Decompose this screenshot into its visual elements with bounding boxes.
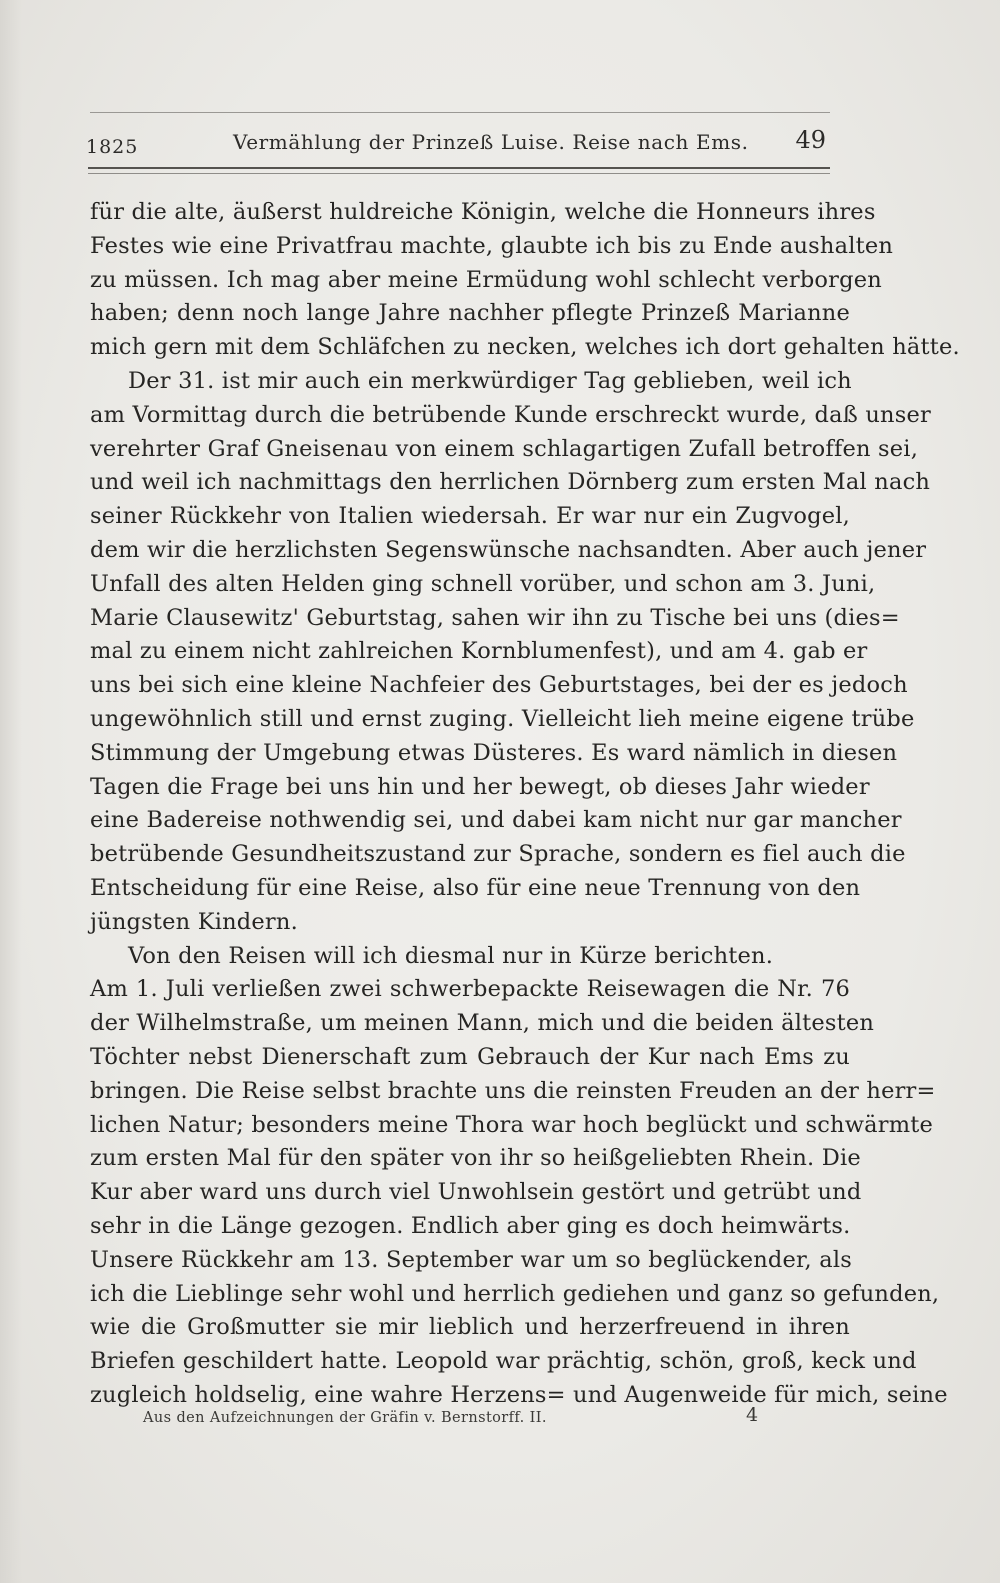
- text-line: Kur aber ward uns durch viel Unwohlsein gestört und getrübt und: [90, 1179, 862, 1206]
- text-line: sehr in die Länge gezogen. Endlich aber ging es doch heimwärts.: [90, 1212, 851, 1239]
- signature-mark: 4: [746, 1404, 759, 1426]
- header-title: Vermählung der Prinzeß Luise. Reise nach Ems.: [233, 130, 749, 154]
- text-line: mal zu einem nicht zahlreichen Kornblumenfest), und am 4. gab er: [90, 638, 868, 665]
- header-year: 1825: [86, 136, 139, 158]
- text-line: Briefen geschildert hatte. Leopold war prächtig, schön, groß, keck und: [90, 1348, 917, 1375]
- text-line: betrübende Gesundheitszustand zur Sprache, sondern es fiel auch die: [90, 841, 906, 868]
- text-line: dem wir die herzlichsten Segenswünsche nachsandten. Aber auch jener: [90, 536, 927, 563]
- text-line: ich die Lieblinge sehr wohl und herrlich gediehen und ganz so gefunden,: [90, 1280, 940, 1307]
- text-line: Am 1. Juli verließen zwei schwerbepackte Reisewagen die Nr. 76: [90, 976, 850, 1003]
- page-edge-shadow: [0, 0, 22, 1583]
- text-line: bringen. Die Reise selbst brachte uns die reinsten Freuden an der herr=: [90, 1077, 936, 1104]
- text-line: Der 31. ist mir auch ein merkwürdiger Tag geblieben, weil ich: [128, 367, 852, 394]
- header-rule: [88, 167, 830, 169]
- text-line: seiner Rückkehr von Italien wiedersah. Er war nur ein Zugvogel,: [90, 503, 850, 530]
- text-line: Entscheidung für eine Reise, also für eine neue Trennung von den: [90, 874, 861, 901]
- text-line: Von den Reisen will ich diesmal nur in Kürze berichten.: [128, 942, 774, 969]
- text-line: wie die Großmutter sie mir lieblich und herzerfreuend in ihren: [90, 1314, 850, 1341]
- text-line: uns bei sich eine kleine Nachfeier des Geburtstages, bei der es jedoch: [90, 672, 908, 699]
- top-rule: [90, 112, 830, 113]
- text-line: am Vormittag durch die betrübende Kunde erschreckt wurde, daß unser: [90, 401, 931, 428]
- text-line: zugleich holdselig, eine wahre Herzens= und Augenweide für mich, seine: [90, 1381, 948, 1408]
- text-line: und weil ich nachmittags den herrlichen Dörnberg zum ersten Mal nach: [90, 469, 931, 496]
- text-line: der Wilhelmstraße, um meinen Mann, mich und die beiden ältesten: [90, 1010, 875, 1037]
- text-line: eine Badereise nothwendig sei, und dabei kam nicht nur gar mancher: [90, 807, 902, 834]
- text-line: zu müssen. Ich mag aber meine Ermüdung wohl schlecht verborgen: [90, 266, 882, 293]
- text-line: Marie Clausewitz' Geburtstag, sahen wir ihn zu Tische bei uns (dies=: [90, 604, 900, 631]
- text-line: verehrter Graf Gneisenau von einem schlagartigen Zufall betroffen sei,: [90, 435, 919, 462]
- text-line: haben; denn noch lange Jahre nachher pflegte Prinzeß Marianne: [90, 300, 850, 327]
- text-line: zum ersten Mal für den später von ihr so heißgeliebten Rhein. Die: [90, 1145, 861, 1172]
- text-line: Unfall des alten Helden ging schnell vorüber, und schon am 3. Juni,: [90, 570, 876, 597]
- page-number: 49: [795, 126, 826, 154]
- text-line: Töchter nebst Dienerschaft zum Gebrauch der Kur nach Ems zu: [90, 1043, 850, 1070]
- running-head: [86, 122, 830, 158]
- text-line: ungewöhnlich still und ernst zuging. Vielleicht lieh meine eigene trübe: [90, 705, 915, 732]
- text-line: Stimmung der Umgebung etwas Düsteres. Es ward nämlich in diesen: [90, 739, 898, 766]
- text-line: Unsere Rückkehr am 13. September war um so beglückender, als: [90, 1246, 852, 1273]
- body-text: [90, 196, 960, 1413]
- text-line: für die alte, äußerst huldreiche Königin, welche die Honneurs ihres: [90, 199, 876, 225]
- text-line: Tagen die Frage bei uns hin und her bewegt, ob dieses Jahr wieder: [90, 773, 870, 800]
- text-line: Festes wie eine Privatfrau machte, glaubte ich bis zu Ende aushalten: [90, 232, 894, 259]
- text-line: mich gern mit dem Schläfchen zu necken, welches ich dort gehalten hätte.: [90, 334, 960, 361]
- text-line: jüngsten Kindern.: [90, 908, 298, 935]
- text-line: lichen Natur; besonders meine Thora war hoch beglückt und schwärmte: [90, 1111, 934, 1138]
- header-rule-thin: [88, 173, 830, 174]
- footer-source-line: Aus den Aufzeichnungen der Gräfin v. Bernstorff. II.: [143, 1410, 547, 1426]
